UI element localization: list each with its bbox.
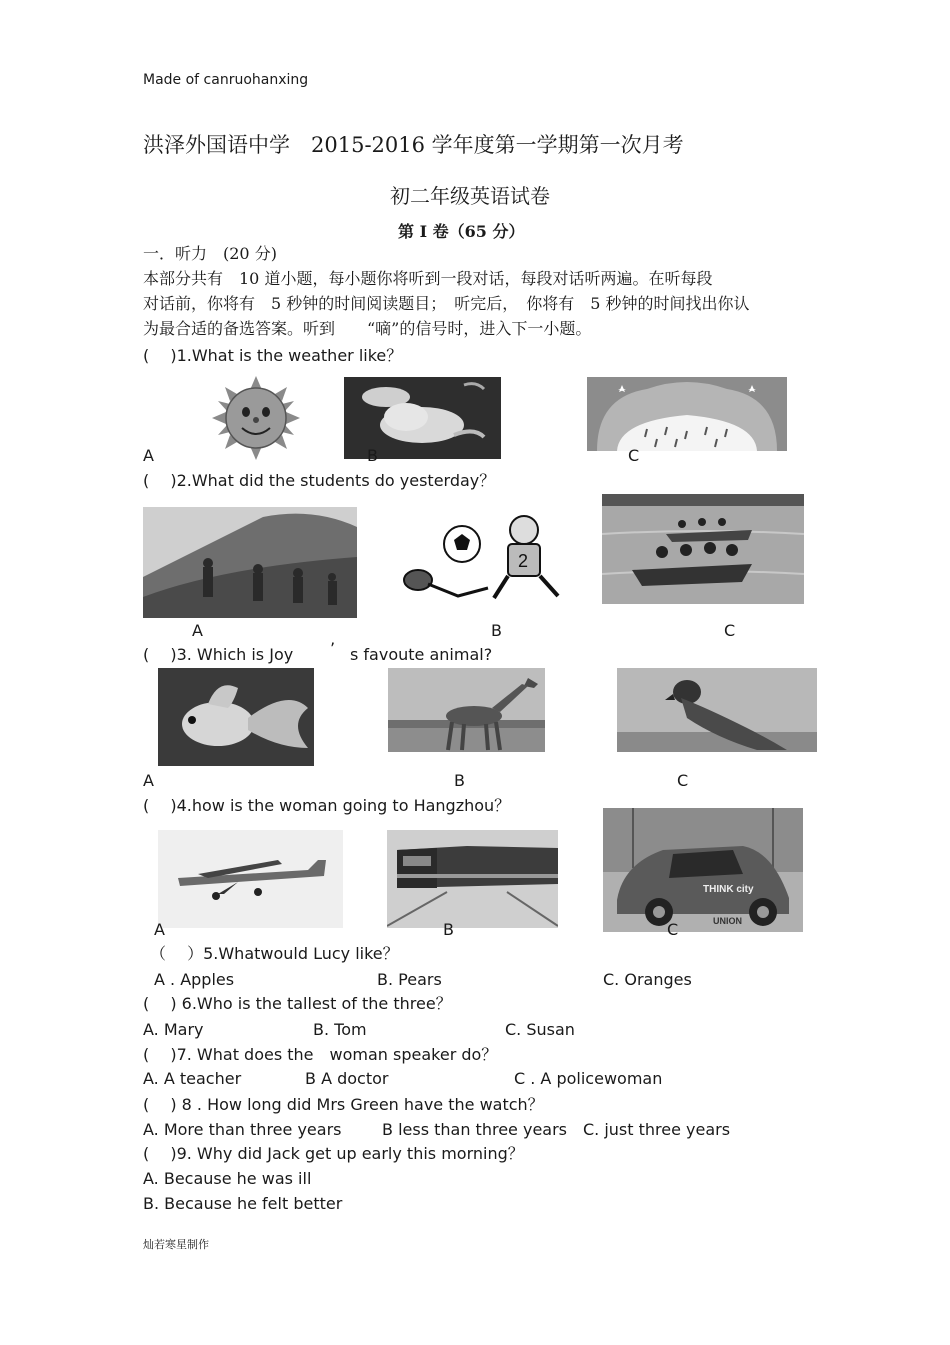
header-made-of: Made of canruohanxing xyxy=(143,72,309,88)
question-3-stem-end: s favoute animal? xyxy=(350,645,493,664)
question-5-stem: （ ）5.Whatwould Lucy like？ xyxy=(150,944,399,963)
exam-title: 洪泽外国语中学 2015-2016 学年度第一学期第一次月考 xyxy=(143,133,684,157)
option-label: A . Apples xyxy=(154,970,235,989)
option-label: B. Pears xyxy=(377,970,442,989)
option-label: C xyxy=(667,920,679,939)
option-label: B xyxy=(443,920,454,939)
option-label: B xyxy=(367,446,378,465)
option-label: C. just three years xyxy=(583,1120,731,1139)
option-label: A. More than three years xyxy=(143,1120,342,1139)
option-label: A xyxy=(192,621,203,640)
option-label: A. Mary xyxy=(143,1020,204,1039)
goldfish-image xyxy=(158,668,314,766)
car-brand-text: THINK city xyxy=(703,884,754,895)
boating-image xyxy=(602,494,804,604)
svg-text:2: 2 xyxy=(518,551,529,571)
option-label: A xyxy=(143,446,154,465)
option-label: A. Because he was ill xyxy=(143,1169,312,1188)
option-label: B xyxy=(491,621,502,640)
question-2-stem: ( )2.What did the students do yesterday？ xyxy=(143,471,496,490)
question-4-stem: ( )4.how is the woman going to Hangzhou？ xyxy=(143,796,511,815)
option-label: C. Oranges xyxy=(603,970,692,989)
option-label: C xyxy=(724,621,736,640)
instruction-line: 对话前，你将有 5 秒钟的时间阅读题目； 听完后， 你将有 5 秒钟的时间找出你认 xyxy=(143,294,750,313)
car-banner-text: UNION xyxy=(713,916,742,926)
sun-image xyxy=(182,376,330,460)
instruction-line: 本部分共有 10 道小题，每小题你将听到一段对话，每段对话听两遍。在听每段 xyxy=(143,269,713,288)
footer-text: 灿若寒星制作 xyxy=(143,1238,209,1251)
option-label: A xyxy=(143,771,154,790)
question-7-stem: ( )7. What does the woman speaker do？ xyxy=(143,1045,498,1064)
car-image xyxy=(603,808,803,932)
option-label: B A doctor xyxy=(305,1069,389,1088)
apostrophe: ’ xyxy=(330,639,336,658)
option-label: B. Tom xyxy=(313,1020,367,1039)
train-image xyxy=(387,830,558,928)
instruction-line: 为最合适的备选答案。听到 “嘀”的信号时，进入下一小题。 xyxy=(143,319,592,338)
question-8-stem: ( ) 8 . How long did Mrs Green have the watch？ xyxy=(143,1095,544,1114)
option-label: C . A policewoman xyxy=(514,1069,663,1088)
section-heading: 一．听力 (20 分) xyxy=(143,244,277,263)
question-1-stem: ( )1.What is the weather like？ xyxy=(143,346,403,365)
option-label: B less than three years xyxy=(382,1120,567,1139)
option-label: B xyxy=(454,771,465,790)
giraffe-image xyxy=(388,668,545,752)
option-label: B. Because he felt better xyxy=(143,1194,343,1213)
exam-subtitle: 初二年级英语试卷 xyxy=(390,184,550,208)
question-6-stem: ( ) 6.Who is the tallest of the three？ xyxy=(143,994,452,1013)
option-label: C xyxy=(677,771,689,790)
question-3-stem: ( )3. Which is Joy xyxy=(143,645,294,664)
option-label: C xyxy=(628,446,640,465)
option-label: A xyxy=(154,920,165,939)
option-label: C. Susan xyxy=(505,1020,575,1039)
football-image xyxy=(398,510,576,606)
option-label: A. A teacher xyxy=(143,1069,242,1088)
plane-image xyxy=(158,830,343,928)
rain-image xyxy=(587,377,787,451)
parrot-image xyxy=(617,668,817,752)
question-9-stem: ( )9. Why did Jack get up early this morning？ xyxy=(143,1144,524,1163)
part-title: 第 I 卷（65 分） xyxy=(398,222,525,241)
hiking-image xyxy=(143,507,357,618)
